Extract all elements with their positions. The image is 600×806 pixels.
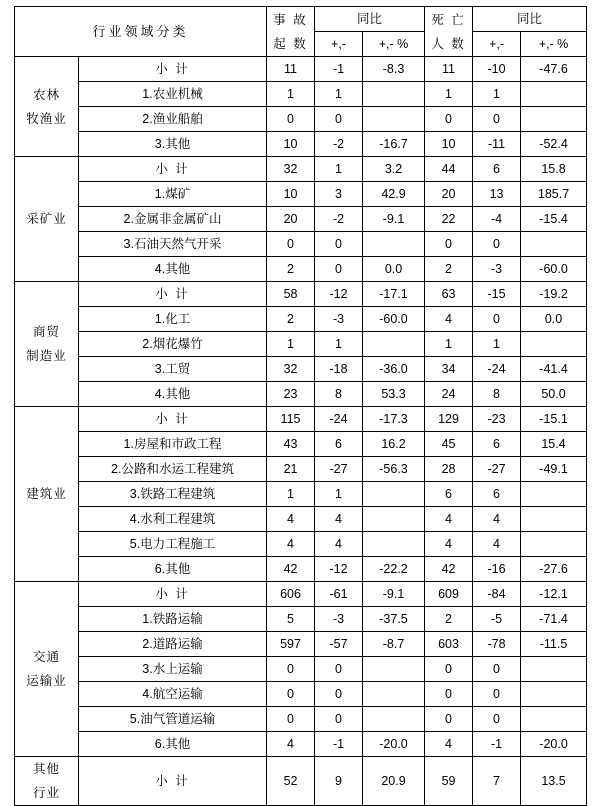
row-label-cell: 6.其他 (79, 732, 267, 757)
accidents-change-pct-cell (363, 82, 425, 107)
accidents-change-pct-cell: -37.5 (363, 607, 425, 632)
accidents-change-cell: -27 (315, 457, 363, 482)
accidents-change-cell: -1 (315, 57, 363, 82)
row-label-cell: 3.石油天然气开采 (79, 232, 267, 257)
header-deaths-line2: 人 数 (431, 36, 466, 51)
deaths-cell: 4 (425, 732, 473, 757)
deaths-change-cell: 4 (473, 532, 521, 557)
table-header (15, 7, 587, 57)
accidents-change-cell: -24 (315, 407, 363, 432)
deaths-change-cell: -27 (473, 457, 521, 482)
deaths-change-cell: -23 (473, 407, 521, 432)
deaths-change-cell: -1 (473, 732, 521, 757)
industry-category-line: 农林 (32, 87, 60, 102)
deaths-change-cell: 4 (473, 507, 521, 532)
deaths-cell: 11 (425, 57, 473, 82)
accidents-cell: 1 (267, 82, 315, 107)
table-row (15, 482, 587, 507)
accidents-cell: 4 (267, 732, 315, 757)
industry-category-line: 牧渔业 (26, 111, 67, 126)
accidents-change-cell: 9 (315, 757, 363, 806)
accidents-change-cell: 1 (315, 482, 363, 507)
deaths-change-pct-cell (521, 107, 587, 132)
accidents-change-pct-cell: -9.1 (363, 582, 425, 607)
accidents-cell: 52 (267, 757, 315, 806)
accidents-cell: 10 (267, 132, 315, 157)
accidents-cell: 2 (267, 257, 315, 282)
accidents-cell: 4 (267, 532, 315, 557)
deaths-change-pct-cell: -60.0 (521, 257, 587, 282)
accidents-change-cell: 4 (315, 507, 363, 532)
header-accidents-line1: 事 故 (273, 12, 308, 27)
table-row (15, 557, 587, 582)
table-row (15, 657, 587, 682)
industry-category-line: 交通 (32, 650, 60, 664)
row-label-cell: 5.电力工程施工 (79, 532, 267, 557)
industry-category-line: 建筑业 (26, 487, 67, 501)
deaths-change-pct-cell (521, 682, 587, 707)
table-row (15, 232, 587, 257)
deaths-change-cell: 0 (473, 707, 521, 732)
accidents-change-cell: -3 (315, 607, 363, 632)
header-dea-pm: +,- (473, 32, 521, 57)
row-label-cell: 2.渔业船舶 (79, 107, 267, 132)
deaths-change-pct-cell: -49.1 (521, 457, 587, 482)
deaths-change-pct-cell: -27.6 (521, 557, 587, 582)
deaths-cell: 44 (425, 157, 473, 182)
accidents-change-pct-cell (363, 482, 425, 507)
accidents-cell: 0 (267, 107, 315, 132)
accidents-change-pct-cell: -17.1 (363, 282, 425, 307)
accidents-cell: 32 (267, 357, 315, 382)
industry-category-line: 制造业 (26, 349, 67, 363)
deaths-change-cell: 1 (473, 332, 521, 357)
deaths-change-pct-cell: 185.7 (521, 182, 587, 207)
deaths-change-pct-cell (521, 482, 587, 507)
row-label-cell: 1.房屋和市政工程 (79, 432, 267, 457)
deaths-change-pct-cell: -12.1 (521, 582, 587, 607)
accidents-change-pct-cell: -9.1 (363, 207, 425, 232)
accidents-change-pct-cell: -16.7 (363, 132, 425, 157)
deaths-cell: 34 (425, 357, 473, 382)
deaths-cell: 0 (425, 682, 473, 707)
table-row (15, 532, 587, 557)
accidents-change-cell: 1 (315, 157, 363, 182)
accidents-cell: 1 (267, 482, 315, 507)
accidents-cell: 0 (267, 657, 315, 682)
accidents-change-cell: 1 (315, 332, 363, 357)
deaths-change-pct-cell (521, 707, 587, 732)
industry-category-line: 运输业 (26, 674, 67, 688)
header-acc-pm: +,- (315, 32, 363, 57)
industry-category-line: 商贸 (32, 325, 60, 339)
accidents-change-cell: 6 (315, 432, 363, 457)
accidents-change-cell: 0 (315, 707, 363, 732)
deaths-cell: 20 (425, 182, 473, 207)
deaths-change-pct-cell (521, 232, 587, 257)
deaths-change-cell: 6 (473, 157, 521, 182)
table-row (15, 332, 587, 357)
subtotal-label-cell: 小 计 (79, 582, 267, 607)
deaths-change-pct-cell: -19.2 (521, 282, 587, 307)
table-row (15, 607, 587, 632)
deaths-cell: 4 (425, 532, 473, 557)
accidents-cell: 58 (267, 282, 315, 307)
row-label-cell: 1.农业机械 (79, 82, 267, 107)
table-row (15, 582, 587, 607)
accidents-change-pct-cell: -17.3 (363, 407, 425, 432)
deaths-change-pct-cell (521, 507, 587, 532)
table-row (15, 282, 587, 307)
accidents-change-cell: 0 (315, 232, 363, 257)
header-dea-pct: +,- % (521, 32, 587, 57)
accidents-change-cell: -18 (315, 357, 363, 382)
accidents-change-pct-cell: -20.0 (363, 732, 425, 757)
row-label-cell: 6.其他 (79, 557, 267, 582)
table-row (15, 732, 587, 757)
table-row (15, 182, 587, 207)
accidents-cell: 606 (267, 582, 315, 607)
accidents-change-pct-cell (363, 682, 425, 707)
deaths-change-cell: 6 (473, 432, 521, 457)
subtotal-label-cell: 小 计 (79, 157, 267, 182)
accidents-cell: 43 (267, 432, 315, 457)
header-deaths-line1: 死 亡 (431, 12, 466, 27)
table-row (15, 457, 587, 482)
deaths-change-cell: 0 (473, 232, 521, 257)
accidents-cell: 4 (267, 507, 315, 532)
deaths-change-cell: -84 (473, 582, 521, 607)
deaths-change-cell: 6 (473, 482, 521, 507)
row-label-cell: 3.铁路工程建筑 (79, 482, 267, 507)
accidents-change-cell: 0 (315, 657, 363, 682)
accidents-cell: 42 (267, 557, 315, 582)
subtotal-label-cell: 小 计 (79, 57, 267, 82)
accidents-change-pct-cell: 16.2 (363, 432, 425, 457)
deaths-cell: 0 (425, 232, 473, 257)
deaths-cell: 2 (425, 257, 473, 282)
table-row (15, 407, 587, 432)
industry-category-cell (15, 582, 79, 757)
deaths-cell: 24 (425, 382, 473, 407)
industry-category-cell (15, 757, 79, 806)
table-row (15, 82, 587, 107)
row-label-cell: 1.铁路运输 (79, 607, 267, 632)
industry-category-cell (15, 157, 79, 282)
deaths-change-pct-cell (521, 657, 587, 682)
accidents-change-cell: 8 (315, 382, 363, 407)
deaths-cell: 1 (425, 332, 473, 357)
accidents-change-cell: 0 (315, 682, 363, 707)
accidents-change-pct-cell (363, 707, 425, 732)
subtotal-label-cell: 小 计 (79, 407, 267, 432)
accidents-cell: 20 (267, 207, 315, 232)
table-row (15, 157, 587, 182)
accidents-cell: 23 (267, 382, 315, 407)
deaths-change-pct-cell: -47.6 (521, 57, 587, 82)
deaths-change-cell: 0 (473, 107, 521, 132)
table-row (15, 357, 587, 382)
accidents-change-pct-cell (363, 232, 425, 257)
deaths-change-cell: -24 (473, 357, 521, 382)
header-accidents (267, 7, 315, 57)
header-accidents-yoy: 同比 (315, 7, 425, 32)
row-label-cell: 5.油气管道运输 (79, 707, 267, 732)
accidents-change-pct-cell (363, 507, 425, 532)
deaths-cell: 2 (425, 607, 473, 632)
deaths-change-pct-cell: -52.4 (521, 132, 587, 157)
deaths-cell: 129 (425, 407, 473, 432)
accidents-change-cell: 1 (315, 82, 363, 107)
header-category: 行业领域分类 (15, 7, 267, 57)
accidents-change-cell: 0 (315, 107, 363, 132)
row-label-cell: 3.水上运输 (79, 657, 267, 682)
row-label-cell: 4.航空运输 (79, 682, 267, 707)
header-acc-pct: +,- % (363, 32, 425, 57)
accidents-change-pct-cell: -8.7 (363, 632, 425, 657)
row-label-cell: 1.煤矿 (79, 182, 267, 207)
deaths-cell: 59 (425, 757, 473, 806)
accidents-cell: 0 (267, 707, 315, 732)
deaths-change-pct-cell (521, 532, 587, 557)
table-row (15, 632, 587, 657)
header-deaths (425, 7, 473, 57)
table-row (15, 507, 587, 532)
table-row (15, 682, 587, 707)
accidents-change-pct-cell: 53.3 (363, 382, 425, 407)
table-row (15, 757, 587, 806)
deaths-change-pct-cell: -11.5 (521, 632, 587, 657)
deaths-cell: 4 (425, 507, 473, 532)
deaths-cell: 28 (425, 457, 473, 482)
row-label-cell: 3.工贸 (79, 357, 267, 382)
deaths-change-cell: -16 (473, 557, 521, 582)
deaths-change-pct-cell (521, 82, 587, 107)
row-label-cell: 2.公路和水运工程建筑 (79, 457, 267, 482)
accidents-change-pct-cell (363, 657, 425, 682)
accidents-change-cell: -3 (315, 307, 363, 332)
industry-category-line: 采矿业 (26, 212, 67, 226)
deaths-cell: 10 (425, 132, 473, 157)
subtotal-label-cell: 小 计 (79, 757, 267, 806)
deaths-cell: 609 (425, 582, 473, 607)
table-row (15, 382, 587, 407)
accidents-cell: 5 (267, 607, 315, 632)
accidents-cell: 597 (267, 632, 315, 657)
deaths-change-pct-cell: 50.0 (521, 382, 587, 407)
accidents-change-pct-cell: 20.9 (363, 757, 425, 806)
deaths-change-pct-cell: 0.0 (521, 307, 587, 332)
accidents-change-cell: 0 (315, 257, 363, 282)
deaths-cell: 603 (425, 632, 473, 657)
industry-category-line: 行业 (32, 786, 60, 800)
deaths-change-cell: 8 (473, 382, 521, 407)
industry-category-cell (15, 282, 79, 407)
deaths-cell: 0 (425, 707, 473, 732)
deaths-change-pct-cell (521, 332, 587, 357)
accidents-cell: 32 (267, 157, 315, 182)
deaths-cell: 63 (425, 282, 473, 307)
accidents-change-cell: -2 (315, 207, 363, 232)
deaths-cell: 0 (425, 107, 473, 132)
accidents-cell: 1 (267, 332, 315, 357)
deaths-cell: 6 (425, 482, 473, 507)
deaths-change-cell: 0 (473, 657, 521, 682)
deaths-cell: 0 (425, 657, 473, 682)
accidents-cell: 11 (267, 57, 315, 82)
table-body (15, 57, 587, 806)
deaths-change-cell: -10 (473, 57, 521, 82)
deaths-change-cell: 13 (473, 182, 521, 207)
accidents-change-pct-cell: -22.2 (363, 557, 425, 582)
accidents-change-cell: -12 (315, 557, 363, 582)
accidents-cell: 0 (267, 682, 315, 707)
deaths-change-pct-cell: -15.4 (521, 207, 587, 232)
deaths-change-cell: -5 (473, 607, 521, 632)
accidents-change-pct-cell (363, 332, 425, 357)
deaths-change-cell: 7 (473, 757, 521, 806)
industry-category-cell (15, 57, 79, 157)
accidents-change-pct-cell: 3.2 (363, 157, 425, 182)
accidents-change-cell: -2 (315, 132, 363, 157)
header-row-top (15, 7, 587, 32)
industry-category-line: 其他 (32, 762, 60, 776)
deaths-cell: 42 (425, 557, 473, 582)
table-row (15, 257, 587, 282)
table-row (15, 57, 587, 82)
deaths-change-cell: 0 (473, 307, 521, 332)
accidents-change-pct-cell (363, 107, 425, 132)
row-label-cell: 2.道路运输 (79, 632, 267, 657)
accidents-cell: 21 (267, 457, 315, 482)
accidents-change-cell: -12 (315, 282, 363, 307)
subtotal-label-cell: 小 计 (79, 282, 267, 307)
deaths-change-pct-cell: -15.1 (521, 407, 587, 432)
deaths-change-cell: 1 (473, 82, 521, 107)
accidents-change-cell: -57 (315, 632, 363, 657)
deaths-cell: 22 (425, 207, 473, 232)
accidents-change-pct-cell (363, 532, 425, 557)
accidents-cell: 115 (267, 407, 315, 432)
accidents-cell: 10 (267, 182, 315, 207)
row-label-cell: 4.水利工程建筑 (79, 507, 267, 532)
deaths-change-pct-cell: -41.4 (521, 357, 587, 382)
industry-category-cell (15, 407, 79, 582)
header-accidents-line2: 起 数 (273, 36, 308, 51)
deaths-change-pct-cell: 13.5 (521, 757, 587, 806)
deaths-change-pct-cell: 15.8 (521, 157, 587, 182)
table-row (15, 132, 587, 157)
row-label-cell: 3.其他 (79, 132, 267, 157)
accidents-change-cell: 3 (315, 182, 363, 207)
row-label-cell: 1.化工 (79, 307, 267, 332)
accidents-change-cell: -61 (315, 582, 363, 607)
deaths-change-pct-cell: -20.0 (521, 732, 587, 757)
accidents-change-cell: 4 (315, 532, 363, 557)
deaths-change-cell: -15 (473, 282, 521, 307)
deaths-cell: 4 (425, 307, 473, 332)
deaths-cell: 45 (425, 432, 473, 457)
accidents-cell: 2 (267, 307, 315, 332)
deaths-cell: 1 (425, 82, 473, 107)
deaths-change-cell: -11 (473, 132, 521, 157)
table-row (15, 432, 587, 457)
accidents-change-pct-cell: -56.3 (363, 457, 425, 482)
industry-accident-statistics-table (14, 6, 587, 806)
deaths-change-cell: -4 (473, 207, 521, 232)
accidents-change-pct-cell: -8.3 (363, 57, 425, 82)
row-label-cell: 4.其他 (79, 382, 267, 407)
deaths-change-pct-cell: 15.4 (521, 432, 587, 457)
table-row (15, 107, 587, 132)
accidents-change-pct-cell: -36.0 (363, 357, 425, 382)
accidents-cell: 0 (267, 232, 315, 257)
deaths-change-cell: -78 (473, 632, 521, 657)
deaths-change-cell: 0 (473, 682, 521, 707)
deaths-change-pct-cell: -71.4 (521, 607, 587, 632)
accidents-change-cell: -1 (315, 732, 363, 757)
accidents-change-pct-cell: 42.9 (363, 182, 425, 207)
row-label-cell: 2.金属非金属矿山 (79, 207, 267, 232)
row-label-cell: 2.烟花爆竹 (79, 332, 267, 357)
accidents-change-pct-cell: -60.0 (363, 307, 425, 332)
table-row (15, 707, 587, 732)
table-row (15, 207, 587, 232)
row-label-cell: 4.其他 (79, 257, 267, 282)
header-deaths-yoy: 同比 (473, 7, 587, 32)
table-row (15, 307, 587, 332)
accidents-change-pct-cell: 0.0 (363, 257, 425, 282)
deaths-change-cell: -3 (473, 257, 521, 282)
